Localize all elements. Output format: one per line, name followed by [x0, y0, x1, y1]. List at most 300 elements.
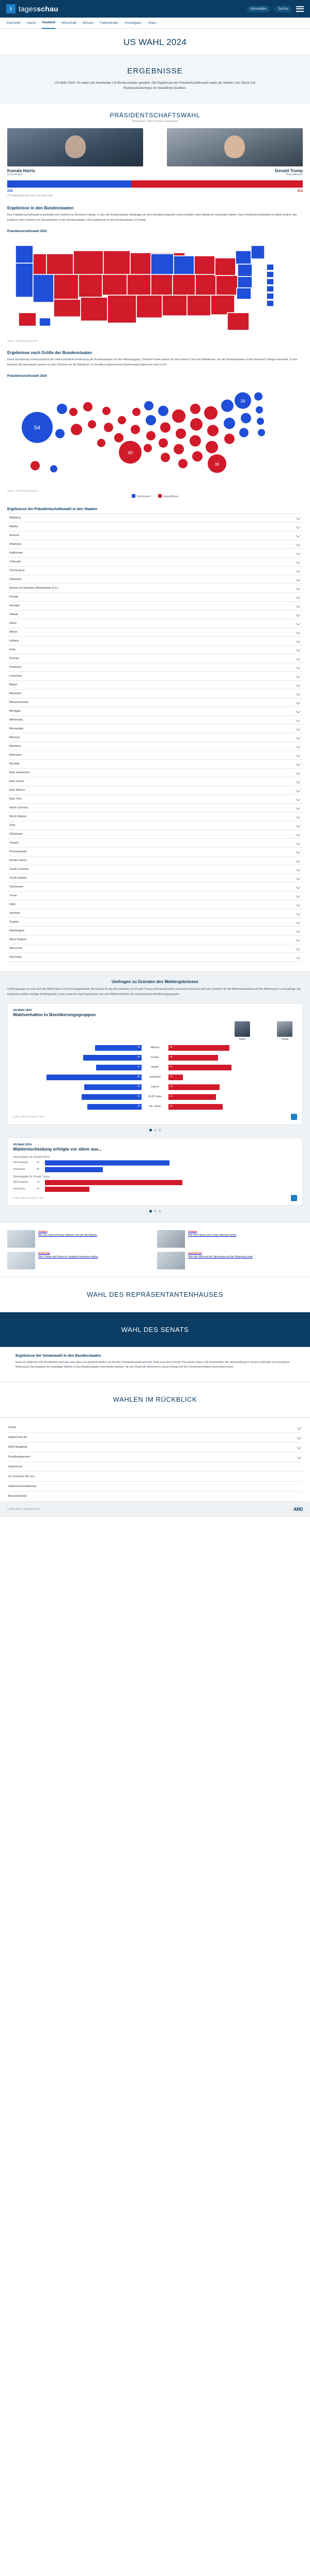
tagesschau-logo-icon: [6, 4, 16, 13]
footer-links: [0, 1417, 310, 1501]
group-label: Frauen: [151, 1056, 159, 1060]
dot-3[interactable]: [159, 1210, 161, 1213]
praesidentschaftswahl-subtitle: Bundesweit, 100% Stimmen ausgezählt: [132, 120, 178, 124]
chevron-down-icon: [296, 604, 300, 608]
hbar-label: Überzeugung: [13, 1161, 28, 1164]
map2-caption: Quelle: AP/Stand: tagesschau: [7, 489, 38, 493]
logo-letter: t: [10, 6, 12, 11]
teaser-3-kicker: Reportage: [38, 1251, 50, 1254]
footer-sublink-barrierefreiheit-label: Barrierefreiheit: [8, 1494, 27, 1498]
teaser-1[interactable]: [7, 1230, 153, 1248]
chevron-down-icon: [296, 779, 300, 784]
chevron-down-icon: [296, 762, 300, 766]
state-row[interactable]: [7, 610, 303, 619]
footer-sublink-impressum[interactable]: [7, 1462, 303, 1472]
state-name: North Dakota: [9, 815, 26, 819]
trump-value: 43: [170, 1094, 173, 1097]
chevron-down-icon: [296, 902, 300, 907]
state-row[interactable]: [7, 892, 303, 900]
card1-rows: [13, 1044, 297, 1111]
trump-value: 46: [170, 1084, 173, 1087]
group-bar-right: [168, 1104, 297, 1110]
state-row[interactable]: [7, 663, 303, 672]
trump-name: Donald Trump: [275, 168, 303, 174]
state-name: Alabama: [9, 516, 21, 520]
teaser-2[interactable]: [157, 1230, 303, 1248]
trump-bar: [168, 1055, 218, 1061]
footer-link-tagesschau[interactable]: [7, 1433, 303, 1443]
state-name: Washington: [9, 929, 25, 933]
state-name: Texas: [9, 894, 17, 898]
state-row[interactable]: [7, 900, 303, 909]
chevron-down-icon: [297, 1435, 301, 1439]
state-row[interactable]: [7, 646, 303, 654]
chevron-down-icon: [296, 920, 300, 924]
ergebnisse-text: US-Wahl 2024: So haben die Amerikaner US-Bundesstaaten gewählt. Alle Ergebnisse der Präsidentschaftswahl sowie der Wahlen zum Senat und Repräsentantenhaus im interaktiven Grafiken.: [54, 82, 256, 90]
state-row[interactable]: [7, 584, 303, 593]
search-label: Suche: [278, 7, 288, 11]
state-row[interactable]: [7, 804, 303, 812]
state-row[interactable]: [7, 874, 303, 883]
harris-value: 53: [137, 1055, 140, 1058]
trump-bar: [168, 1084, 220, 1090]
dot-1[interactable]: [149, 1210, 152, 1213]
hbar-row: [13, 1160, 297, 1166]
group-bar-left: [13, 1055, 142, 1061]
state-name: Utah: [9, 903, 16, 907]
trump-value: 45: [170, 1055, 173, 1058]
footer-bottom: [0, 1501, 310, 1517]
state-row[interactable]: [7, 751, 303, 760]
chevron-down-icon: [296, 797, 300, 801]
dot-2[interactable]: [154, 1210, 157, 1213]
state-row[interactable]: [7, 839, 303, 848]
group-bar-left: [13, 1075, 142, 1080]
state-name: Colorado: [9, 560, 21, 564]
page-title-band: [0, 29, 310, 55]
state-name: Minnesota: [9, 718, 23, 722]
chevron-down-icon: [296, 946, 300, 950]
card1-candidate-heads: [13, 1021, 297, 1041]
band-repraesentantenhaus-title: WAHL DES REPRÄSENTANTENHAUSES: [87, 1290, 223, 1298]
teaser-2-text: [188, 1230, 236, 1248]
brand-name: [19, 5, 58, 13]
candidate-row: [7, 128, 303, 176]
state-name: Rhode Island: [9, 859, 26, 863]
group-label: Schwarze: [149, 1076, 161, 1079]
dot-2[interactable]: [154, 1129, 157, 1131]
card1-kicker: US-Wahl 2024: [13, 1008, 32, 1012]
ergebnisse-section: [0, 55, 310, 104]
card1-trump-name: Trump: [281, 1037, 289, 1041]
band-senat: [0, 1312, 310, 1347]
svg-text:54: 54: [34, 425, 41, 432]
umfragen-section: [0, 971, 310, 1223]
electoral-bar-harris: [7, 180, 131, 188]
state-row[interactable]: [7, 689, 303, 698]
state-row[interactable]: [7, 637, 303, 646]
group-label: Weiße: [151, 1066, 159, 1069]
card1-harris-name: Harris: [239, 1037, 246, 1041]
group-bar-left: [13, 1094, 142, 1100]
map1-caption: Quelle: AP/Stand: tagesschau: [7, 340, 38, 343]
state-row[interactable]: [7, 716, 303, 725]
state-row[interactable]: [7, 725, 303, 733]
hbar-label: Überzeugung: [13, 1181, 28, 1184]
states-list: [7, 513, 303, 962]
login-label: Anmelden: [250, 7, 267, 11]
trump-bar: [168, 1104, 223, 1110]
teaser-2-kicker: Analyse: [188, 1230, 197, 1233]
state-row[interactable]: [7, 865, 303, 874]
chevron-down-icon: [296, 648, 300, 652]
svg-text:40: 40: [127, 450, 133, 456]
nav-item-inland[interactable]: Inland: [26, 21, 36, 25]
state-name: Montana: [9, 745, 21, 748]
state-row[interactable]: [7, 549, 303, 558]
hbar-value: 24: [37, 1188, 40, 1191]
card2-group2-title: Stimmabgabe für Donald Trump: [13, 1175, 50, 1178]
state-row[interactable]: [7, 531, 303, 540]
trump-portrait: [167, 128, 303, 166]
hbar-row: [13, 1187, 297, 1192]
nav-item-investigativ[interactable]: Investigativ: [125, 21, 142, 25]
chevron-down-icon: [296, 516, 300, 520]
state-row[interactable]: [7, 918, 303, 927]
state-row[interactable]: [7, 602, 303, 610]
chevron-down-icon: [296, 560, 300, 564]
candidate-trump: [167, 128, 303, 176]
state-row[interactable]: [7, 786, 303, 795]
chevron-down-icon: [296, 692, 300, 696]
footer-sublink-datenschutz[interactable]: [7, 1482, 303, 1492]
trump-bar: [168, 1065, 231, 1070]
card2-footer: [13, 1195, 297, 1201]
footer-link-inland[interactable]: [7, 1423, 303, 1433]
state-name: Nevada: [9, 762, 20, 766]
band-repraesentantenhaus: [0, 1277, 310, 1312]
state-row[interactable]: [7, 558, 303, 566]
state-row[interactable]: [7, 830, 303, 839]
trump-party: Republikaner: [286, 173, 303, 177]
card1-trump-head: [274, 1021, 295, 1041]
electoral-bar: [7, 180, 303, 197]
harris-bar: [84, 1084, 142, 1090]
state-row[interactable]: [7, 619, 303, 628]
footer-copyright: © ARD-aktuell / tagesschau.de: [7, 1507, 40, 1510]
state-name: West Virginia: [9, 938, 26, 942]
footer-link-inland-label: Inland: [8, 1425, 16, 1429]
state-name: Louisiana: [9, 674, 22, 678]
harris-value: 52: [137, 1084, 140, 1087]
harris-bar: [82, 1094, 142, 1100]
state-name: Georgia: [9, 604, 20, 608]
chevron-down-icon: [296, 955, 300, 959]
carousel-dots-2[interactable]: [7, 1210, 303, 1213]
state-row[interactable]: [7, 672, 303, 681]
chevron-down-icon: [296, 858, 300, 863]
state-name: Missouri: [9, 736, 20, 740]
legend-republicans: [158, 494, 178, 498]
state-name: Maryland: [9, 692, 22, 696]
teaser-1-text: [38, 1230, 97, 1248]
us-map-choropleth[interactable]: [7, 235, 303, 339]
trump-bar: [168, 1094, 216, 1100]
footer-sublink-barrierefreiheit[interactable]: [7, 1492, 303, 1501]
nav-item-wirtschaft[interactable]: Wirtschaft: [61, 21, 76, 25]
praesidentschaftswahl-section: [0, 104, 310, 498]
teaser-3[interactable]: [7, 1252, 153, 1269]
harris-value: 41: [137, 1065, 140, 1068]
teaser-3-image: [7, 1252, 35, 1269]
harris-bar: [47, 1075, 142, 1080]
state-row[interactable]: [7, 698, 303, 707]
teaser-4-text: [188, 1252, 253, 1269]
state-row[interactable]: [7, 593, 303, 602]
state-name: Illinois: [9, 631, 18, 634]
states-accordion-title: Ergebnisse der Präsidentschaftswahl in den Staaten: [7, 508, 98, 512]
search-pill[interactable]: [274, 6, 292, 12]
state-row[interactable]: [7, 523, 303, 531]
state-row[interactable]: [7, 953, 303, 962]
state-row[interactable]: [7, 514, 303, 523]
legend-democrats: [132, 494, 151, 498]
senat-note-title: Ergebnisse der Senatswahl in den Bundesstaaten: [16, 1354, 101, 1358]
state-name: Delaware: [9, 578, 22, 581]
nav-item-startseite[interactable]: Startseite: [6, 21, 21, 25]
hbar-fill: [45, 1180, 182, 1185]
chevron-down-icon: [296, 569, 300, 573]
states-results-heading: Ergebnisse in den Bundesstaaten: [7, 206, 74, 211]
state-row[interactable]: [7, 628, 303, 637]
chevron-down-icon: [296, 885, 300, 889]
electoral-bar-trump: [131, 180, 303, 188]
svg-text:30: 30: [214, 462, 220, 467]
dot-3[interactable]: [159, 1129, 161, 1131]
chevron-down-icon: [296, 709, 300, 713]
chevron-down-icon: [296, 727, 300, 731]
state-row[interactable]: [7, 927, 303, 936]
state-row[interactable]: [7, 760, 303, 769]
hbar-value: 74: [37, 1181, 40, 1184]
teaser-3-text: [38, 1252, 98, 1269]
state-row[interactable]: [7, 944, 303, 953]
card2-group1-bars: [13, 1160, 297, 1172]
candidate-harris: [7, 128, 143, 176]
group-bar-row: [13, 1064, 297, 1071]
state-row[interactable]: [7, 883, 303, 892]
group-bar-row: [13, 1044, 297, 1052]
state-name: Iowa: [9, 648, 16, 652]
chevron-down-icon: [296, 525, 300, 529]
electoral-bar-track: [7, 180, 303, 188]
state-row[interactable]: [7, 566, 303, 575]
harris-value: 49: [137, 1104, 140, 1107]
footer-link-rundfunkgremien[interactable]: [7, 1452, 303, 1462]
state-name: Mississippi: [9, 727, 24, 731]
trump-value: 55: [170, 1045, 173, 1048]
group-bar-row: [13, 1083, 297, 1091]
state-row[interactable]: [7, 909, 303, 918]
state-row[interactable]: [7, 795, 303, 804]
hamburger-icon[interactable]: [296, 6, 304, 12]
state-name: Nebraska: [9, 754, 22, 757]
state-name: Michigan: [9, 710, 21, 713]
nav-item-video[interactable]: Video: [147, 21, 157, 25]
chevron-down-icon: [297, 1454, 301, 1459]
chevron-down-icon: [296, 656, 300, 661]
electoral-bar-note: 270 Wahlleute-Stimmen zum Sieg nötig: [7, 194, 53, 198]
group-bar-right: [168, 1094, 297, 1100]
card1-title: Wahlverhalten in Bevölkerungsgruppen: [13, 1011, 96, 1017]
top-bar-right: [247, 6, 304, 12]
state-name: Oklahoma: [9, 833, 23, 836]
harris-electors: 226: [7, 189, 13, 193]
state-row[interactable]: [7, 777, 303, 786]
harris-bar: [83, 1055, 142, 1061]
carousel-dots-1[interactable]: [7, 1129, 303, 1131]
card2-title: Wahlentscheidung erfolgte vor allem aus...: [13, 1146, 102, 1152]
legend-republicans-label: Republikaner: [163, 495, 179, 499]
card2-kicker: US-Wahl 2024: [13, 1143, 32, 1146]
login-pill[interactable]: [247, 6, 271, 12]
trump-bar: [168, 1075, 183, 1080]
group-bar-row: [13, 1054, 297, 1062]
footer-sublink-kontakt[interactable]: [7, 1472, 303, 1482]
group-bar-right: [168, 1075, 297, 1080]
chevron-down-icon: [296, 595, 300, 599]
chevron-down-icon: [296, 867, 300, 871]
us-map-bubbles[interactable]: [7, 380, 303, 488]
state-name: New Jersey: [9, 780, 25, 784]
chevron-down-icon: [296, 771, 300, 775]
chevron-down-icon: [296, 788, 300, 792]
senat-note-text: Etwa ein Drittel der 100 Senatssitze wird alle zwei Jahre neu gewählt. Anders als bei der Präsidentenwahl wird kein Staat nach dem Prinzip 'The winner takes it all' entschieden. Die Sitzverteilung im Senat ist deshalb von besonderer Bedeutung: Das Ergebnis der jeweiligen Wahlen in den Bundesstaaten entscheidet darüber, ob eine Partei die Mehrheit im Senat erlangt und ihre Gesetzesvorhaben durchsetzen kann.: [16, 1360, 290, 1369]
hbar-fill: [45, 1160, 169, 1166]
us-map-svg: [7, 235, 303, 339]
chevron-down-icon: [296, 876, 300, 880]
share-icon[interactable]: [291, 1195, 297, 1201]
state-row[interactable]: [7, 848, 303, 856]
ergebnisse-title: ERGEBNISSE: [127, 67, 183, 75]
legend-democrats-label: Demokraten: [136, 495, 151, 499]
state-row[interactable]: [7, 742, 303, 751]
map-legend: [7, 494, 303, 498]
state-row[interactable]: [7, 856, 303, 865]
hbar-row: [13, 1167, 297, 1172]
chevron-down-icon: [296, 630, 300, 634]
state-row[interactable]: [7, 575, 303, 584]
hbar-label: Abneigung: [13, 1188, 25, 1191]
teaser-2-image: [157, 1230, 185, 1248]
state-name: Ohio: [9, 824, 16, 827]
group-bar-left: [13, 1065, 142, 1070]
state-name: Arizona: [9, 534, 19, 538]
trump-value: 13: [170, 1075, 173, 1078]
hbar-fill: [45, 1187, 89, 1192]
chevron-down-icon: [296, 823, 300, 827]
map1-label: Präsidentschaftswahl 2024: [7, 230, 47, 234]
chevron-down-icon: [297, 1425, 301, 1429]
brand[interactable]: [6, 4, 58, 13]
chevron-down-icon: [296, 911, 300, 915]
teaser-4[interactable]: [157, 1252, 303, 1269]
chart-card-wahlentscheidung[interactable]: [7, 1138, 303, 1206]
group-bar-row: [13, 1093, 297, 1101]
teaser-4-kicker: Hintergrund: [188, 1251, 202, 1254]
card1-footer: [13, 1114, 297, 1120]
chevron-down-icon: [296, 753, 300, 757]
trump-thumb: [277, 1021, 292, 1037]
chart-card-wahlverhalten[interactable]: [7, 1003, 303, 1125]
state-row[interactable]: [7, 707, 303, 716]
chevron-down-icon: [296, 533, 300, 538]
state-name: Vermont: [9, 912, 20, 915]
card2-group2-bars: [13, 1180, 297, 1192]
state-name: Indiana: [9, 639, 19, 643]
group-bar-right: [168, 1055, 297, 1061]
share-icon[interactable]: [291, 1114, 297, 1120]
chevron-down-icon: [296, 551, 300, 555]
footer-sublink-datenschutz-label: Datenschutzerklärung: [8, 1484, 36, 1488]
state-row[interactable]: [7, 733, 303, 742]
state-name: North Carolina: [9, 806, 28, 810]
bubble-map-svg: [7, 380, 303, 488]
band-rueckblick-title: WAHLEN IM RÜCKBLICK: [113, 1395, 197, 1403]
state-row[interactable]: [7, 821, 303, 830]
state-row[interactable]: [7, 654, 303, 663]
card2-source: Quelle: Edison Research / NEP: [13, 1197, 44, 1200]
state-name: Florida: [9, 595, 19, 599]
nav-item-wissen[interactable]: Wissen: [82, 21, 94, 25]
footer-link-ard-angebote[interactable]: [7, 1443, 303, 1452]
group-bar-right: [168, 1065, 297, 1070]
top-bar: [0, 0, 310, 18]
state-name: District of Columbia (Washington D.C.): [9, 587, 59, 590]
teaser-grid: [0, 1223, 310, 1277]
chevron-down-icon: [296, 577, 300, 581]
group-label: 65+ Jahre: [149, 1105, 161, 1109]
footer-sublink-kontakt-label: Zu erreichen Sie uns: [8, 1475, 35, 1478]
teaser-2-headline: Wie sich Harris und Trump Stimmen teilen: [188, 1233, 237, 1237]
state-name: Alaska: [9, 525, 18, 529]
teaser-4-headline: Was die USA und die Stimmung und die Stimmung zeigt: [188, 1255, 253, 1259]
trump-value: 57: [170, 1065, 173, 1068]
brand-name-bold: schau: [37, 5, 58, 13]
state-name: New York: [9, 798, 22, 801]
teaser-1-kicker: Analyse: [38, 1230, 48, 1233]
state-row[interactable]: [7, 936, 303, 944]
state-row[interactable]: [7, 812, 303, 821]
state-row[interactable]: [7, 769, 303, 777]
state-row[interactable]: [7, 681, 303, 689]
teaser-3-headline: Was Trump und Harris im Vergleich bewerten wollen: [38, 1255, 98, 1259]
group-bar-right: [168, 1045, 297, 1051]
ard-logo: ARD: [293, 1506, 303, 1512]
teaser-1-headline: Wie die USA auf Kurse Stimme und wie die Wahlen: [38, 1233, 98, 1237]
chevron-down-icon: [296, 639, 300, 643]
nav-item-ausland[interactable]: Ausland: [42, 18, 55, 29]
dot-1[interactable]: [149, 1129, 152, 1131]
state-name: Pennsylvania: [9, 850, 27, 854]
hbar-value: 31: [37, 1168, 40, 1171]
chevron-down-icon: [296, 850, 300, 854]
nav-item-faktenfinder[interactable]: Faktenfinder: [100, 21, 119, 25]
state-row[interactable]: [7, 540, 303, 549]
harris-bar: [96, 1065, 142, 1070]
brand-name-light: tages: [19, 5, 37, 13]
teaser-1-image: [7, 1230, 35, 1248]
